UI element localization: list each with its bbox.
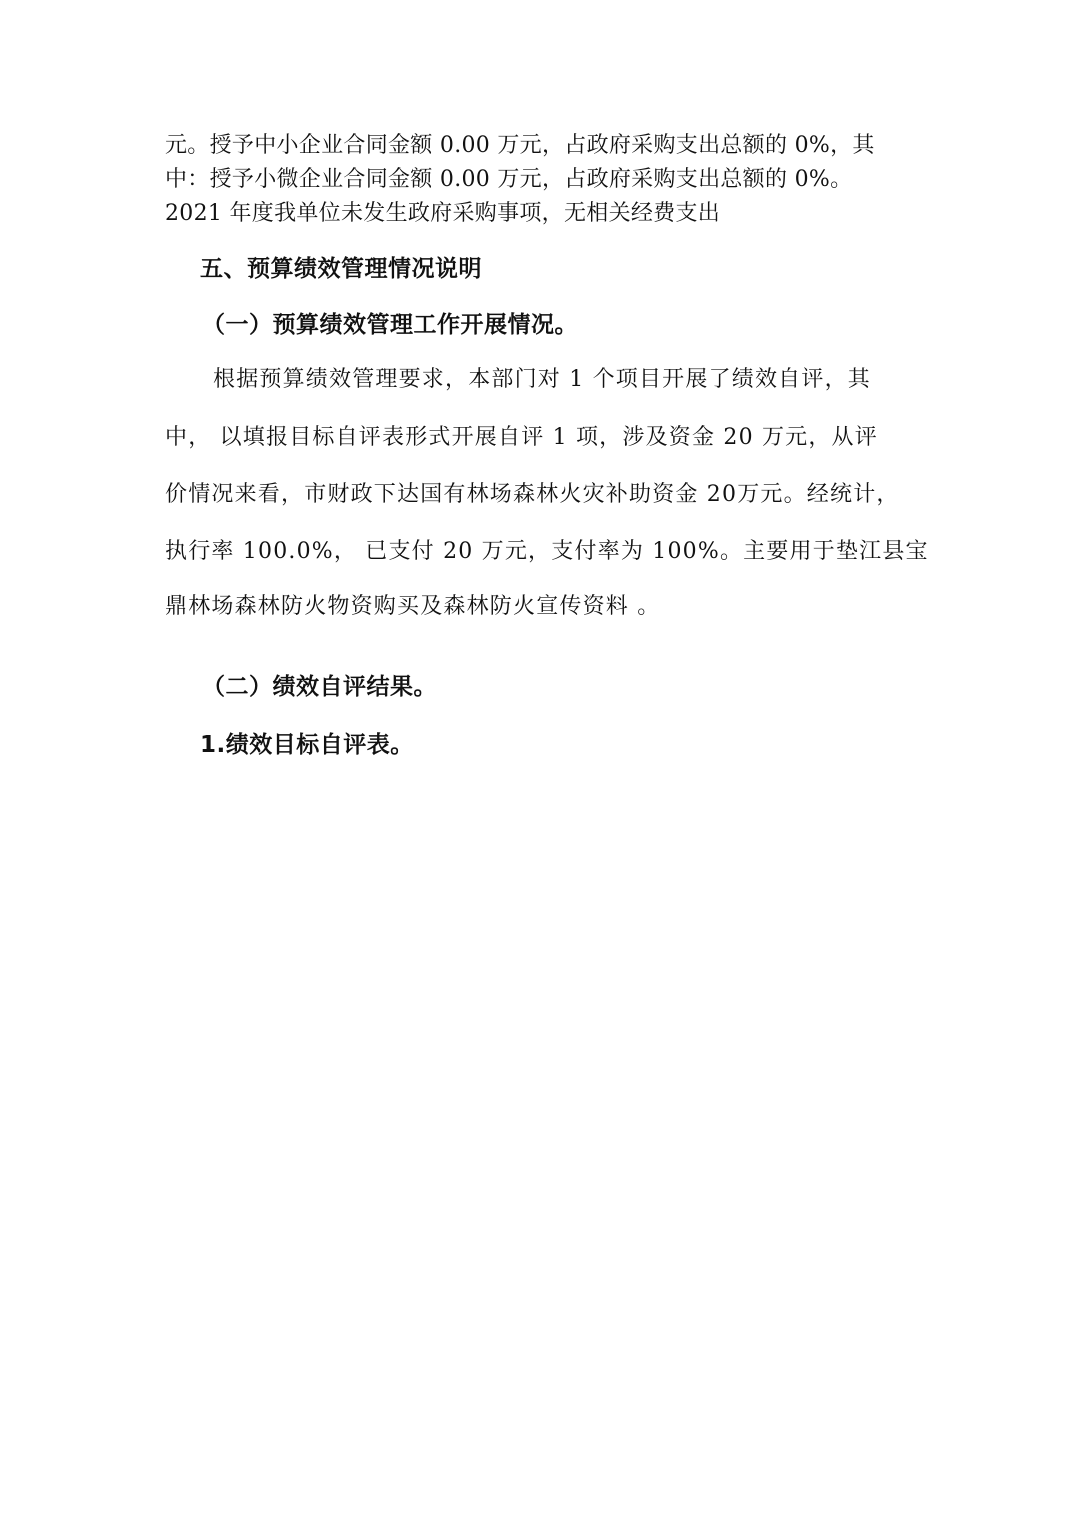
intro-line-2: 中：授予小微企业合同金额 0.00 万元，占政府采购支出总额的 0%。 — [165, 167, 853, 192]
intro-line-1: 元。授予中小企业合同金额 0.00 万元，占政府采购支出总额的 0%，其 — [165, 133, 875, 158]
paragraph-line-3: 价情况来看，市财政下达国有林场森林火灾补助资金 20万元。经统计， — [165, 482, 900, 507]
paragraph-line-4: 执行率 100.0%， 已支付 20 万元，支付率为 100%。主要用于垫江县宝 — [165, 539, 929, 564]
intro-line-3: 2021 年度我单位未发生政府采购事项，无相关经费支出 — [165, 201, 721, 226]
subsection-two-heading: （二）绩效自评结果。 — [202, 674, 437, 700]
paragraph-line-5: 鼎林场森林防火物资购买及森林防火宣传资料 。 — [165, 594, 661, 619]
subsection-one-heading: （一）预算绩效管理工作开展情况。 — [202, 312, 578, 338]
paragraph-line-2: 中， 以填报目标自评表形式开展自评 1 项，涉及资金 20 万元，从评 — [165, 425, 878, 450]
section-five-heading: 五、预算绩效管理情况说明 — [200, 256, 482, 282]
paragraph-line-1: 根据预算绩效管理要求，本部门对 1 个项目开展了绩效自评，其 — [213, 367, 871, 392]
item-one-heading: 1.绩效目标自评表。 — [200, 732, 414, 758]
